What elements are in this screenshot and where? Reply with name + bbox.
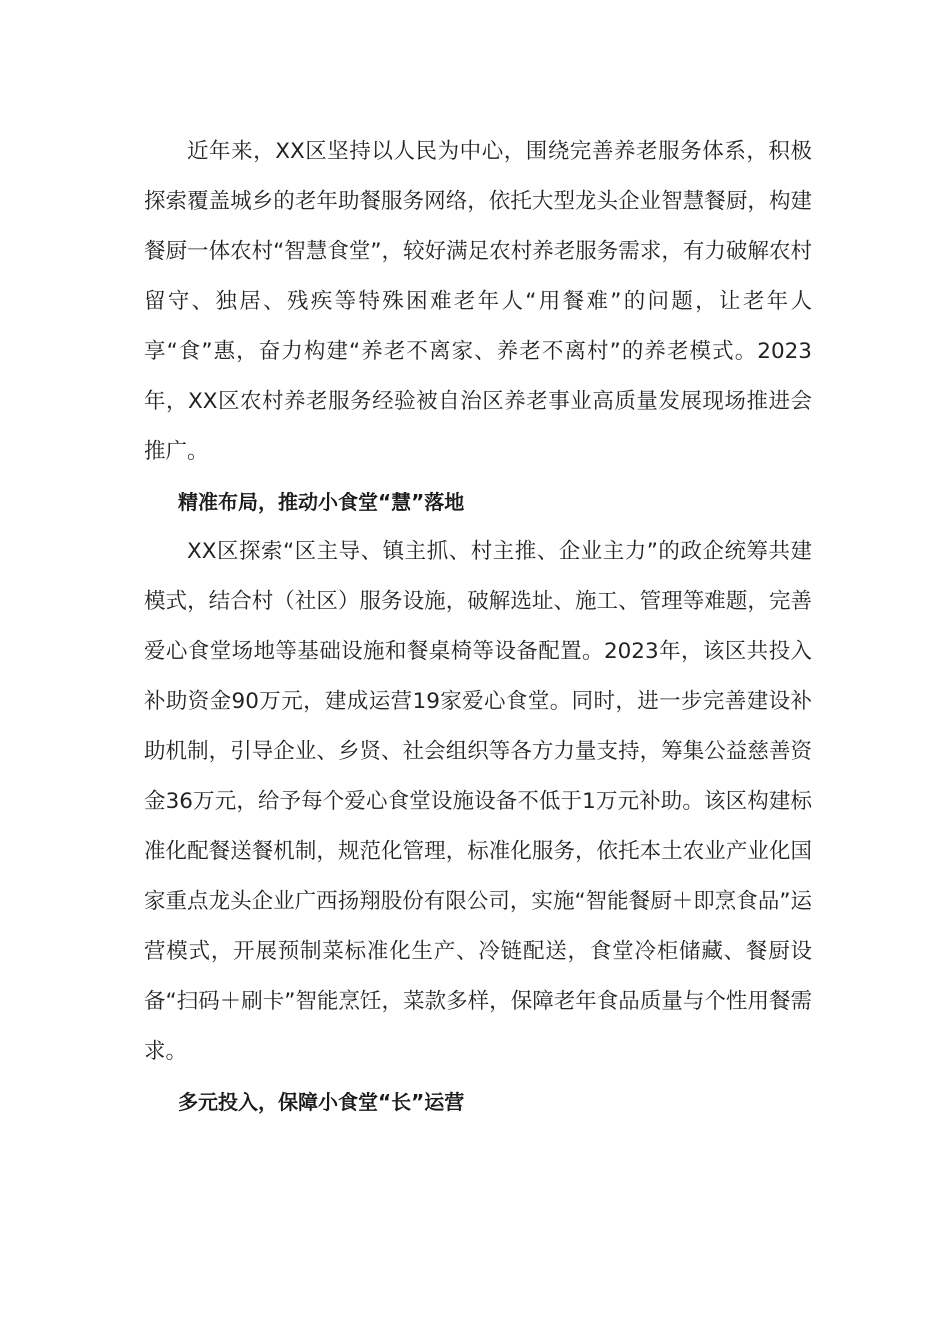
section-heading-diverse-investment: 多元投入，保障小食堂“长”运营	[178, 1090, 465, 1114]
document-page	[144, 127, 812, 1127]
intro-paragraph: 近年来，XX区坚持以人民为中心，围绕完善养老服务体系，积极探索覆盖城乡的老年助餐服务网络，依托大型龙头企业智慧餐厨，构建餐厨一体农村“智慧食堂”，较好满足农村养老服务需求，有力破解农村留守、独居、残疾等特殊困难老年人“用餐难”的问题，让老年人享“食”惠，奋力构建“养老不离家、养老不离村”的养老模式。2023年，XX区农村养老服务经验被自治区养老事业高质量发展现场推进会推广。	[144, 139, 812, 464]
section-heading-precise-layout: 精准布局，推动小食堂“慧”落地	[178, 490, 465, 514]
body-paragraph-layout: XX区探索“区主导、镇主抓、村主推、企业主力”的政企统筹共建模式，结合村（社区）服务设施，破解选址、施工、管理等难题，完善爱心食堂场地等基础设施和餐桌椅等设备配置。2023年，该区共投入补助资金90万元，建成运营19家爱心食堂。同时，进一步完善建设补助机制，引导企业、乡贤、社会组织等各方力量支持，筹集公益慈善资金36万元，给予每个爱心食堂设施设备不低于1万元补助。该区构建标准化配餐送餐机制，规范化管理，标准化服务，依托本土农业产业化国家重点龙头企业广西扬翔股份有限公司，实施“智能餐厨＋即烹食品”运营模式，开展预制菜标准化生产、冷链配送，食堂冷柜储藏、餐厨设备“扫码＋刷卡”智能烹饪，菜款多样，保障老年食品质量与个性用餐需求。	[144, 539, 812, 1064]
